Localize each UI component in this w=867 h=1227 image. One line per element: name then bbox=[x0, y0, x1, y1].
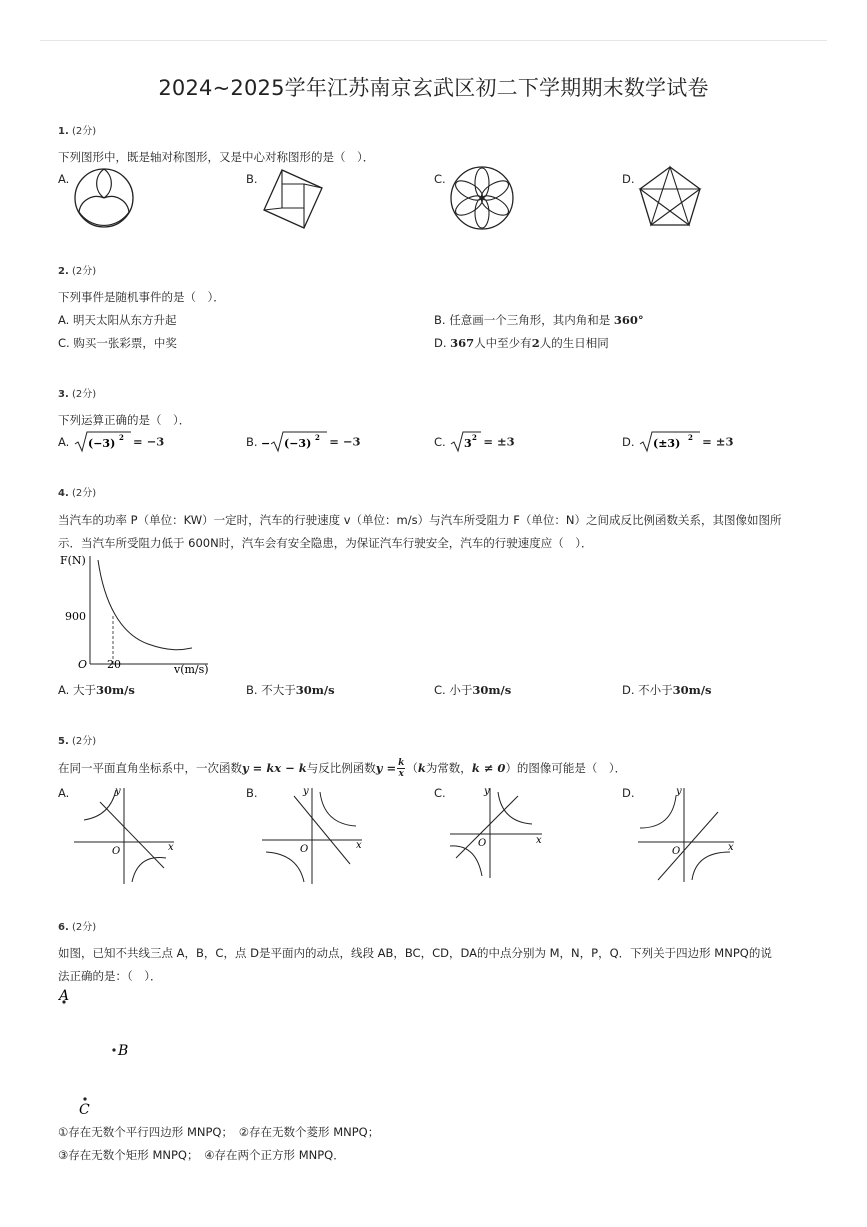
q5-option-c[interactable]: C. bbox=[434, 786, 446, 800]
q1-option-c[interactable]: C. bbox=[434, 172, 446, 186]
q3-option-a[interactable]: A. (−3) 2 = −3 bbox=[58, 430, 164, 454]
q1-option-b[interactable]: B. bbox=[246, 172, 258, 186]
point-b-dot bbox=[112, 1048, 115, 1051]
svg-text:y: y bbox=[115, 786, 121, 797]
q2-option-b[interactable]: B. 任意画一个三角形，其内角和是 360° bbox=[434, 313, 644, 327]
question-1-header bbox=[58, 122, 96, 137]
question-number: 6. bbox=[58, 922, 69, 933]
q3-d-radical-expression bbox=[638, 430, 702, 454]
point-a-label: A bbox=[59, 988, 70, 1004]
question-4-header bbox=[58, 484, 96, 499]
question-number: 4. bbox=[58, 488, 69, 499]
question-3-header bbox=[58, 385, 96, 400]
question-5-header bbox=[58, 732, 96, 747]
svg-text:O: O bbox=[300, 844, 309, 855]
point-c-label: C bbox=[79, 1102, 90, 1118]
q5-option-b[interactable]: B. bbox=[246, 786, 258, 800]
question-number: 2. bbox=[58, 266, 69, 277]
question-score: (2分) bbox=[71, 126, 97, 137]
question-6-header bbox=[58, 918, 96, 933]
q4-y-tick-label: 900 bbox=[65, 610, 86, 623]
q3-b-negative-radical-expression bbox=[261, 430, 329, 454]
svg-text:x: x bbox=[356, 840, 362, 851]
q4-x-axis-label: v(m/s) bbox=[174, 663, 209, 676]
q5-graph-d bbox=[634, 782, 744, 886]
question-number: 5. bbox=[58, 736, 69, 747]
q3-option-c[interactable]: C. 3 2 = ±3 bbox=[434, 430, 515, 454]
q4-option-a[interactable]: A. 大于30m/s bbox=[58, 683, 135, 697]
svg-text:y: y bbox=[484, 786, 490, 797]
point-b-label: B bbox=[118, 1043, 129, 1059]
q4-option-c[interactable]: C. 小于30m/s bbox=[434, 683, 512, 697]
svg-text:−: − bbox=[261, 437, 271, 450]
q4-y-axis-label: F(N) bbox=[60, 554, 86, 567]
q2-option-d[interactable]: D. 367人中至少有2人的生日相同 bbox=[434, 336, 609, 350]
svg-text:y: y bbox=[303, 786, 309, 797]
svg-text:x: x bbox=[168, 842, 174, 853]
question-4-stem-line-2: 示．当汽车所受阻力低于 600N时，汽车会有安全隐患，为保证汽车行驶安全，汽车的行驶速度应（ ）． bbox=[58, 536, 593, 550]
svg-text:2: 2 bbox=[315, 433, 321, 442]
q4-inverse-proportion-graph bbox=[58, 552, 218, 676]
svg-text:2: 2 bbox=[688, 433, 694, 442]
q3-option-d[interactable]: D. (±3) 2 = ±3 bbox=[622, 430, 733, 454]
question-4-stem-line-1: 当汽车的功率 P（单位：KW）一定时，汽车的行驶速度 v（单位：m/s）与汽车所受阻力 F（单位：N）之间成反比例函数关系，其图像如图所 bbox=[58, 513, 782, 527]
question-score: (2分) bbox=[71, 922, 97, 933]
top-divider bbox=[40, 40, 827, 41]
svg-text:(±3): (±3) bbox=[653, 437, 681, 450]
question-5-stem: 在同一平面直角坐标系中，一次函数y = kx − k与反比例函数y = $\frac{k}{x}$ （k为常数，k ≠ 0）的图像可能是（ ）． bbox=[58, 758, 627, 779]
question-score: (2分) bbox=[71, 266, 97, 277]
q1-figure-d-pentagram bbox=[636, 164, 704, 230]
question-score: (2分) bbox=[71, 736, 97, 747]
q1-figure-b-nested-squares bbox=[260, 166, 326, 232]
q2-option-c[interactable]: C. 购买一张彩票，中奖 bbox=[58, 336, 177, 350]
svg-text:(−3): (−3) bbox=[284, 437, 312, 450]
page-title: 2024~2025学年江苏南京玄武区初二下学期期末数学试卷 bbox=[158, 76, 709, 100]
q4-origin-label: O bbox=[78, 658, 88, 671]
question-2-stem: 下列事件是随机事件的是（ ）． bbox=[58, 290, 225, 304]
svg-text:2: 2 bbox=[118, 433, 124, 442]
q5-graph-b bbox=[258, 784, 368, 888]
question-score: (2分) bbox=[71, 389, 97, 400]
question-score: (2分) bbox=[71, 488, 97, 499]
question-6-statements-line-2: ③存在无数个矩形 MNPQ； ④存在两个正方形 MNPQ． bbox=[58, 1148, 345, 1162]
question-6-statements-line-1: ①存在无数个平行四边形 MNPQ； ②存在无数个菱形 MNPQ； bbox=[58, 1125, 380, 1139]
q4-option-d[interactable]: D. 不小于30m/s bbox=[622, 683, 712, 697]
svg-text:(−3): (−3) bbox=[87, 437, 116, 450]
q3-option-b[interactable]: B. − (−3) 2 = −3 bbox=[246, 430, 360, 454]
q5-option-a[interactable]: A. bbox=[58, 786, 70, 800]
q6-three-points-figure bbox=[56, 986, 176, 1118]
q5-option-d[interactable]: D. bbox=[622, 786, 635, 800]
q5-graph-c bbox=[446, 782, 556, 886]
q5-graph-a bbox=[70, 784, 180, 888]
svg-text:O: O bbox=[478, 838, 487, 849]
q2-option-a[interactable]: A. 明天太阳从东方升起 bbox=[58, 313, 177, 327]
question-number: 3. bbox=[58, 389, 69, 400]
question-number: 1. bbox=[58, 126, 69, 137]
question-3-stem: 下列运算正确的是（ ）． bbox=[58, 413, 191, 427]
point-c-dot bbox=[83, 1097, 86, 1100]
q1-figure-c-six-petal-flower bbox=[448, 164, 516, 232]
q4-x-tick-label: 20 bbox=[107, 658, 121, 671]
q1-figure-a-three-arcs bbox=[72, 166, 136, 230]
svg-text:2: 2 bbox=[472, 433, 478, 442]
q1-option-a[interactable]: A. bbox=[58, 172, 70, 186]
q1-option-d[interactable]: D. bbox=[622, 172, 635, 186]
svg-text:O: O bbox=[112, 846, 121, 857]
q4-option-b[interactable]: B. 不大于30m/s bbox=[246, 683, 335, 697]
question-2-header bbox=[58, 262, 96, 277]
svg-text:x: x bbox=[728, 842, 734, 853]
q3-a-radical-expression bbox=[73, 430, 133, 454]
svg-text:3: 3 bbox=[464, 437, 472, 450]
q3-c-radical-expression bbox=[449, 430, 483, 454]
question-6-stem-line-2: 法正确的是：（ ）． bbox=[58, 969, 162, 983]
svg-text:y: y bbox=[676, 786, 682, 797]
question-1-stem: 下列图形中，既是轴对称图形，又是中心对称图形的是（ ）． bbox=[58, 150, 375, 164]
svg-text:x: x bbox=[536, 835, 542, 846]
question-6-stem-line-1: 如图，已知不共线三点 A，B，C，点 D是平面内的动点，线段 AB，BC，CD，DA的中点分别为 M，N，P，Q．下列关于四边形 MNPQ的说 bbox=[58, 946, 772, 960]
svg-text:O: O bbox=[672, 846, 681, 857]
